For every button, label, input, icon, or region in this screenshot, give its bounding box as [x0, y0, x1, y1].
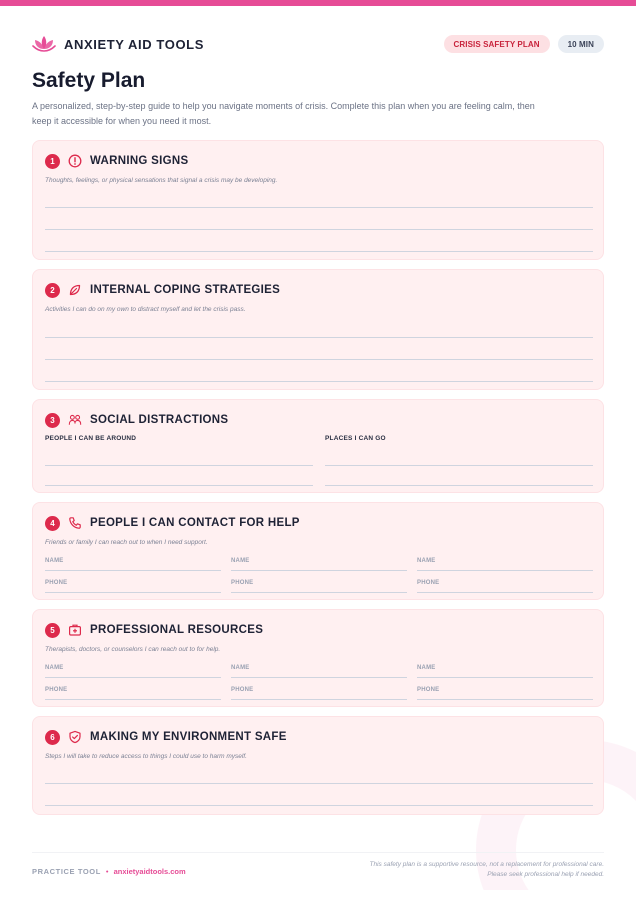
answer-line[interactable] — [45, 337, 593, 338]
section-title: PEOPLE I CAN CONTACT FOR HELP — [90, 517, 300, 529]
answer-line[interactable] — [45, 251, 593, 252]
section-environment-safe — [32, 716, 604, 815]
section-subtitle: Steps I will take to reduce access to things I could use to harm myself. — [45, 753, 247, 760]
people-icon — [68, 413, 82, 427]
section-subtitle: Thoughts, feelings, or physical sensations that signal a crisis may be developing. — [45, 177, 278, 184]
name-field-label: NAME — [231, 665, 250, 671]
section-title: SOCIAL DISTRACTIONS — [90, 414, 229, 426]
section-title: MAKING MY ENVIRONMENT SAFE — [90, 731, 287, 743]
alert-circle-icon — [68, 154, 82, 168]
phone-field[interactable] — [417, 699, 593, 700]
answer-line[interactable] — [45, 783, 593, 784]
section-number: 5 — [45, 623, 60, 638]
page-intro: A personalized, step-by-step guide to help you navigate moments of crisis. Complete this plan when you are feeling calm, then keep it accessible for when you need it most. — [32, 101, 535, 126]
section-number: 6 — [45, 730, 60, 745]
footer-left — [32, 867, 186, 876]
footer-divider — [32, 852, 604, 853]
section-number: 2 — [45, 283, 60, 298]
top-accent-bar — [0, 0, 636, 6]
name-field[interactable] — [45, 570, 221, 571]
answer-line[interactable] — [45, 805, 593, 806]
answer-line[interactable] — [45, 381, 593, 382]
lotus-logo-icon — [32, 34, 56, 54]
phone-field-label: PHONE — [45, 687, 68, 693]
answer-line[interactable] — [45, 465, 313, 466]
name-field[interactable] — [45, 677, 221, 678]
phone-field-label: PHONE — [417, 580, 440, 586]
footer-label: PRACTICE TOOL — [32, 867, 101, 876]
section-title: INTERNAL COPING STRATEGIES — [90, 284, 281, 296]
section-warning-signs — [32, 140, 604, 260]
crisis-safety-plan-badge: CRISIS SAFETY PLAN — [444, 35, 550, 53]
section-title: WARNING SIGNS — [90, 155, 189, 167]
name-field[interactable] — [231, 570, 407, 571]
leaf-icon — [68, 283, 82, 297]
phone-field[interactable] — [45, 699, 221, 700]
name-field[interactable] — [231, 677, 407, 678]
section-number: 4 — [45, 516, 60, 531]
phone-field[interactable] — [45, 592, 221, 593]
phone-field-label: PHONE — [45, 580, 68, 586]
medical-kit-icon — [68, 623, 82, 637]
phone-field[interactable] — [417, 592, 593, 593]
name-field-label: NAME — [231, 558, 250, 564]
disclaimer-line: This safety plan is a supportive resource, not a replacement for professional care. — [369, 861, 604, 868]
name-field[interactable] — [417, 677, 593, 678]
section-subtitle: Therapists, doctors, or counselors I can reach out to for help. — [45, 646, 221, 653]
section-title: PROFESSIONAL RESOURCES — [90, 624, 264, 636]
section-people-to-contact — [32, 502, 604, 600]
phone-field[interactable] — [231, 592, 407, 593]
answer-line[interactable] — [45, 229, 593, 230]
footer-separator: • — [105, 867, 109, 876]
section-subtitle: Friends or family I can reach out to when I need support. — [45, 539, 208, 546]
brand-name: ANXIETY AID TOOLS — [64, 36, 204, 52]
section-social-distractions — [32, 399, 604, 493]
section-internal-coping-strategies — [32, 269, 604, 390]
name-field-label: NAME — [417, 558, 436, 564]
duration-badge: 10 MIN — [558, 35, 604, 53]
phone-icon — [68, 516, 82, 530]
section-professional-resources — [32, 609, 604, 707]
answer-line[interactable] — [45, 485, 313, 486]
name-field-label: NAME — [45, 558, 64, 564]
answer-line[interactable] — [325, 485, 593, 486]
header — [32, 33, 604, 55]
answer-line[interactable] — [45, 359, 593, 360]
phone-field-label: PHONE — [231, 687, 254, 693]
section-subtitle: Activities I can do on my own to distract myself and let the crisis pass. — [45, 306, 246, 313]
section-number: 1 — [45, 154, 60, 169]
footer-website-link[interactable]: anxietyaidtools.com — [113, 867, 186, 876]
places-to-go-label: PLACES I CAN GO — [325, 435, 386, 442]
answer-line[interactable] — [45, 207, 593, 208]
phone-field[interactable] — [231, 699, 407, 700]
phone-field-label: PHONE — [417, 687, 440, 693]
answer-line[interactable] — [325, 465, 593, 466]
shield-check-icon — [68, 730, 82, 744]
name-field-label: NAME — [45, 665, 64, 671]
people-around-label: PEOPLE I CAN BE AROUND — [45, 435, 137, 442]
disclaimer-line: Please seek professional help if needed. — [487, 871, 604, 878]
section-number: 3 — [45, 413, 60, 428]
phone-field-label: PHONE — [231, 580, 254, 586]
name-field-label: NAME — [417, 665, 436, 671]
page-title: Safety Plan — [32, 69, 146, 92]
footer-disclaimer — [284, 860, 604, 880]
name-field[interactable] — [417, 570, 593, 571]
